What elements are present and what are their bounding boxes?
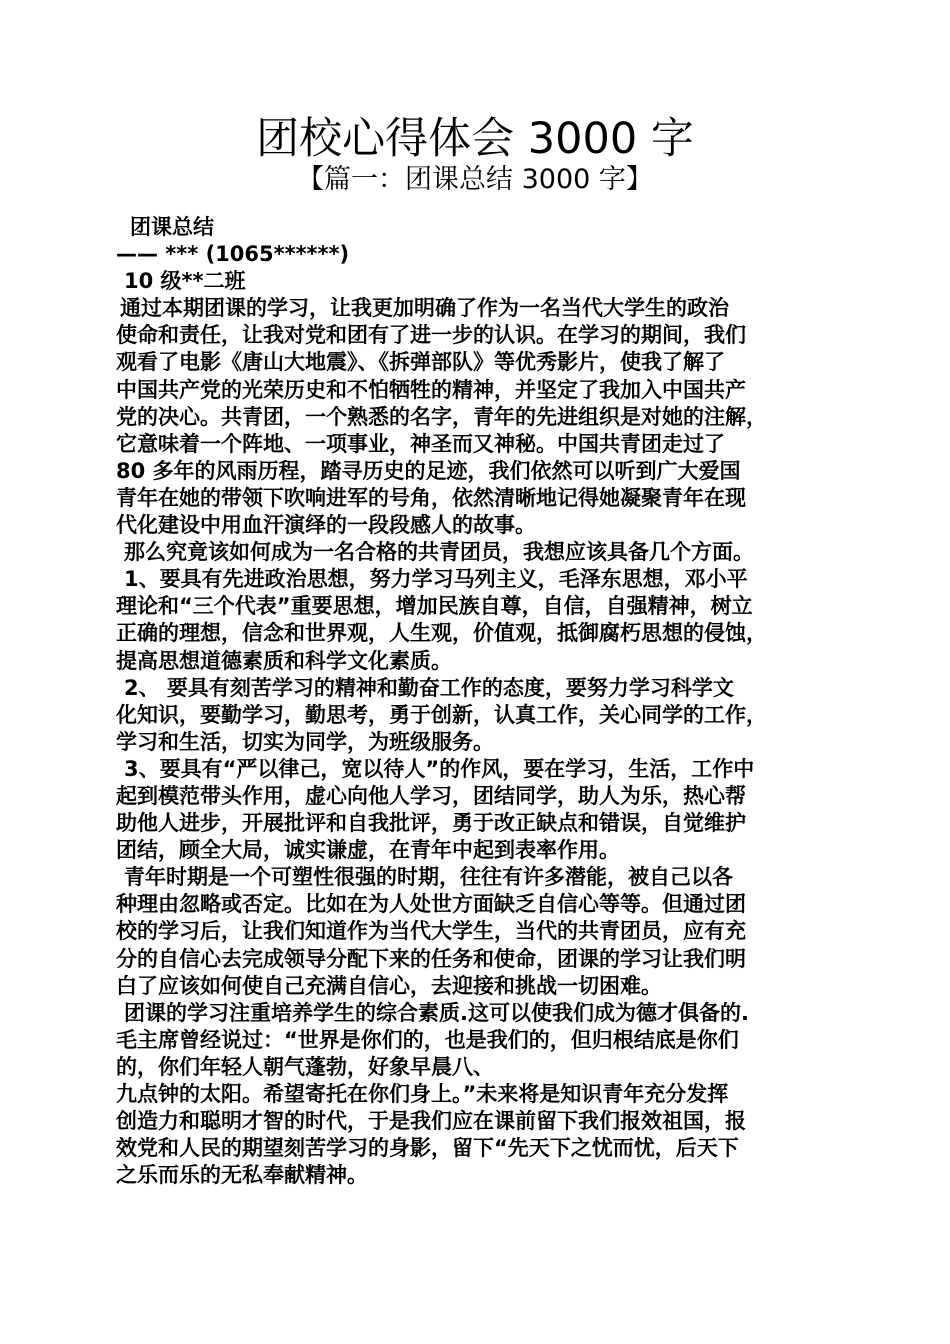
body-line: 青年在她的带领下吹响进军的号角，依然清晰地记得她凝聚青年在现 [116,485,746,510]
body-line: 提高思想道德素质和科学文化素质。 [116,648,452,673]
body-line: 团结，顾全大局，诚实谦虚，在青年中起到表率作用。 [116,838,620,863]
body-line: 之乐而乐的无私奉献精神。 [116,1163,368,1188]
body-line: 10 级**二班 [124,269,246,294]
body-line: 3、要具有“严以律己，宽以待人”的作风，要在学习，生活，工作中 [124,756,755,781]
body-line: 助他人进步，开展批评和自我批评，勇于改正缺点和错误，自觉维护 [116,811,746,836]
body-line: 团课的学习注重培养学生的综合素质.这可以使我们成为德才俱备的. [124,1000,749,1025]
body-line: 创造力和聪明才智的时代，于是我们应在课前留下我们报效祖国，报 [116,1109,746,1134]
body-line: 中国共产党的光荣历史和不怕牺牲的精神，并坚定了我加入中国共产 [116,377,746,402]
body-line: 1、要具有先进政治思想，努力学习马列主义，毛泽东思想，邓小平 [124,567,748,592]
body-line: 的，你们年轻人朝气蓬勃，好象早晨八、 [116,1054,494,1079]
body-line: 80 多年的风雨历程，踏寻历史的足迹，我们依然可以听到广大爱国 [116,458,741,483]
body-line: 党的决心。共青团，一个熟悉的名字，青年的先进组织是对她的注解， [116,404,767,429]
body-line: 使命和责任，让我对党和团有了进一步的认识。在学习的期间，我们 [116,323,746,348]
document-subtitle: 【篇一：团课总结 3000 字】 [297,164,653,195]
body-line: 代化建设中用血汗演绎的一段段感人的故事。 [116,513,536,538]
body-line: 分的自信心去完成领导分配下来的任务和使命，团课的学习让我们明 [116,946,746,971]
body-line: 起到模范带头作用，虚心向他人学习，团结同学，助人为乐，热心帮 [116,783,746,808]
document-body [116,214,856,1189]
body-line: 毛主席曾经说过：“世界是你们的，也是我们的，但归根结底是你们 [116,1027,739,1052]
body-line: 理论和“三个代表”重要思想，增加民族自尊，自信，自强精神，树立 [116,594,753,619]
body-line: 种理由忽略或否定。比如在为人处世方面缺乏自信心等等。但通过团 [116,892,746,917]
body-line: 白了应该如何使自己充满自信心，去迎接和挑战一切困难。 [116,973,662,998]
body-line: 正确的理想，信念和世界观，人生观，价值观，抵御腐朽思想的侵蚀， [116,621,767,646]
body-line: 团课总结 [130,215,214,239]
body-line: —— *** (1065******) [116,242,350,267]
body-line: 校的学习后，让我们知道作为当代大学生，当代的共青团员，应有充 [116,919,746,944]
body-line: 九点钟的太阳。希望寄托在你们身上。”未来将是知识青年充分发挥 [116,1082,729,1106]
body-line: 青年时期是一个可塑性很强的时期，往往有许多潜能，被自己以各 [124,865,733,890]
body-line: 它意味着一个阵地、一项事业，神圣而又神秘。中国共青团走过了 [116,431,725,456]
body-line: 效党和人民的期望刻苦学习的身影，留下“先天下之忧而忧，后天下 [116,1136,739,1161]
document-title: 团校心得体会 3000 字 [256,114,694,164]
body-line: 通过本期团课的学习，让我更加明确了作为一名当代大学生的政治 [120,296,729,321]
body-line: 那么究竟该如何成为一名合格的共青团员，我想应该具备几个方面。 [124,540,754,565]
body-line: 学习和生活，切实为同学，为班级服务。 [116,729,494,754]
body-line: 观看了电影《唐山大地震》、《拆弹部队》等优秀影片，使我了解了 [116,350,725,375]
body-line: 化知识，要勤学习，勤思考，勇于创新，认真工作，关心同学的工作， [116,702,767,727]
body-line: 2、 要具有刻苦学习的精神和勤奋工作的态度，要努力学习科学文 [124,675,734,700]
